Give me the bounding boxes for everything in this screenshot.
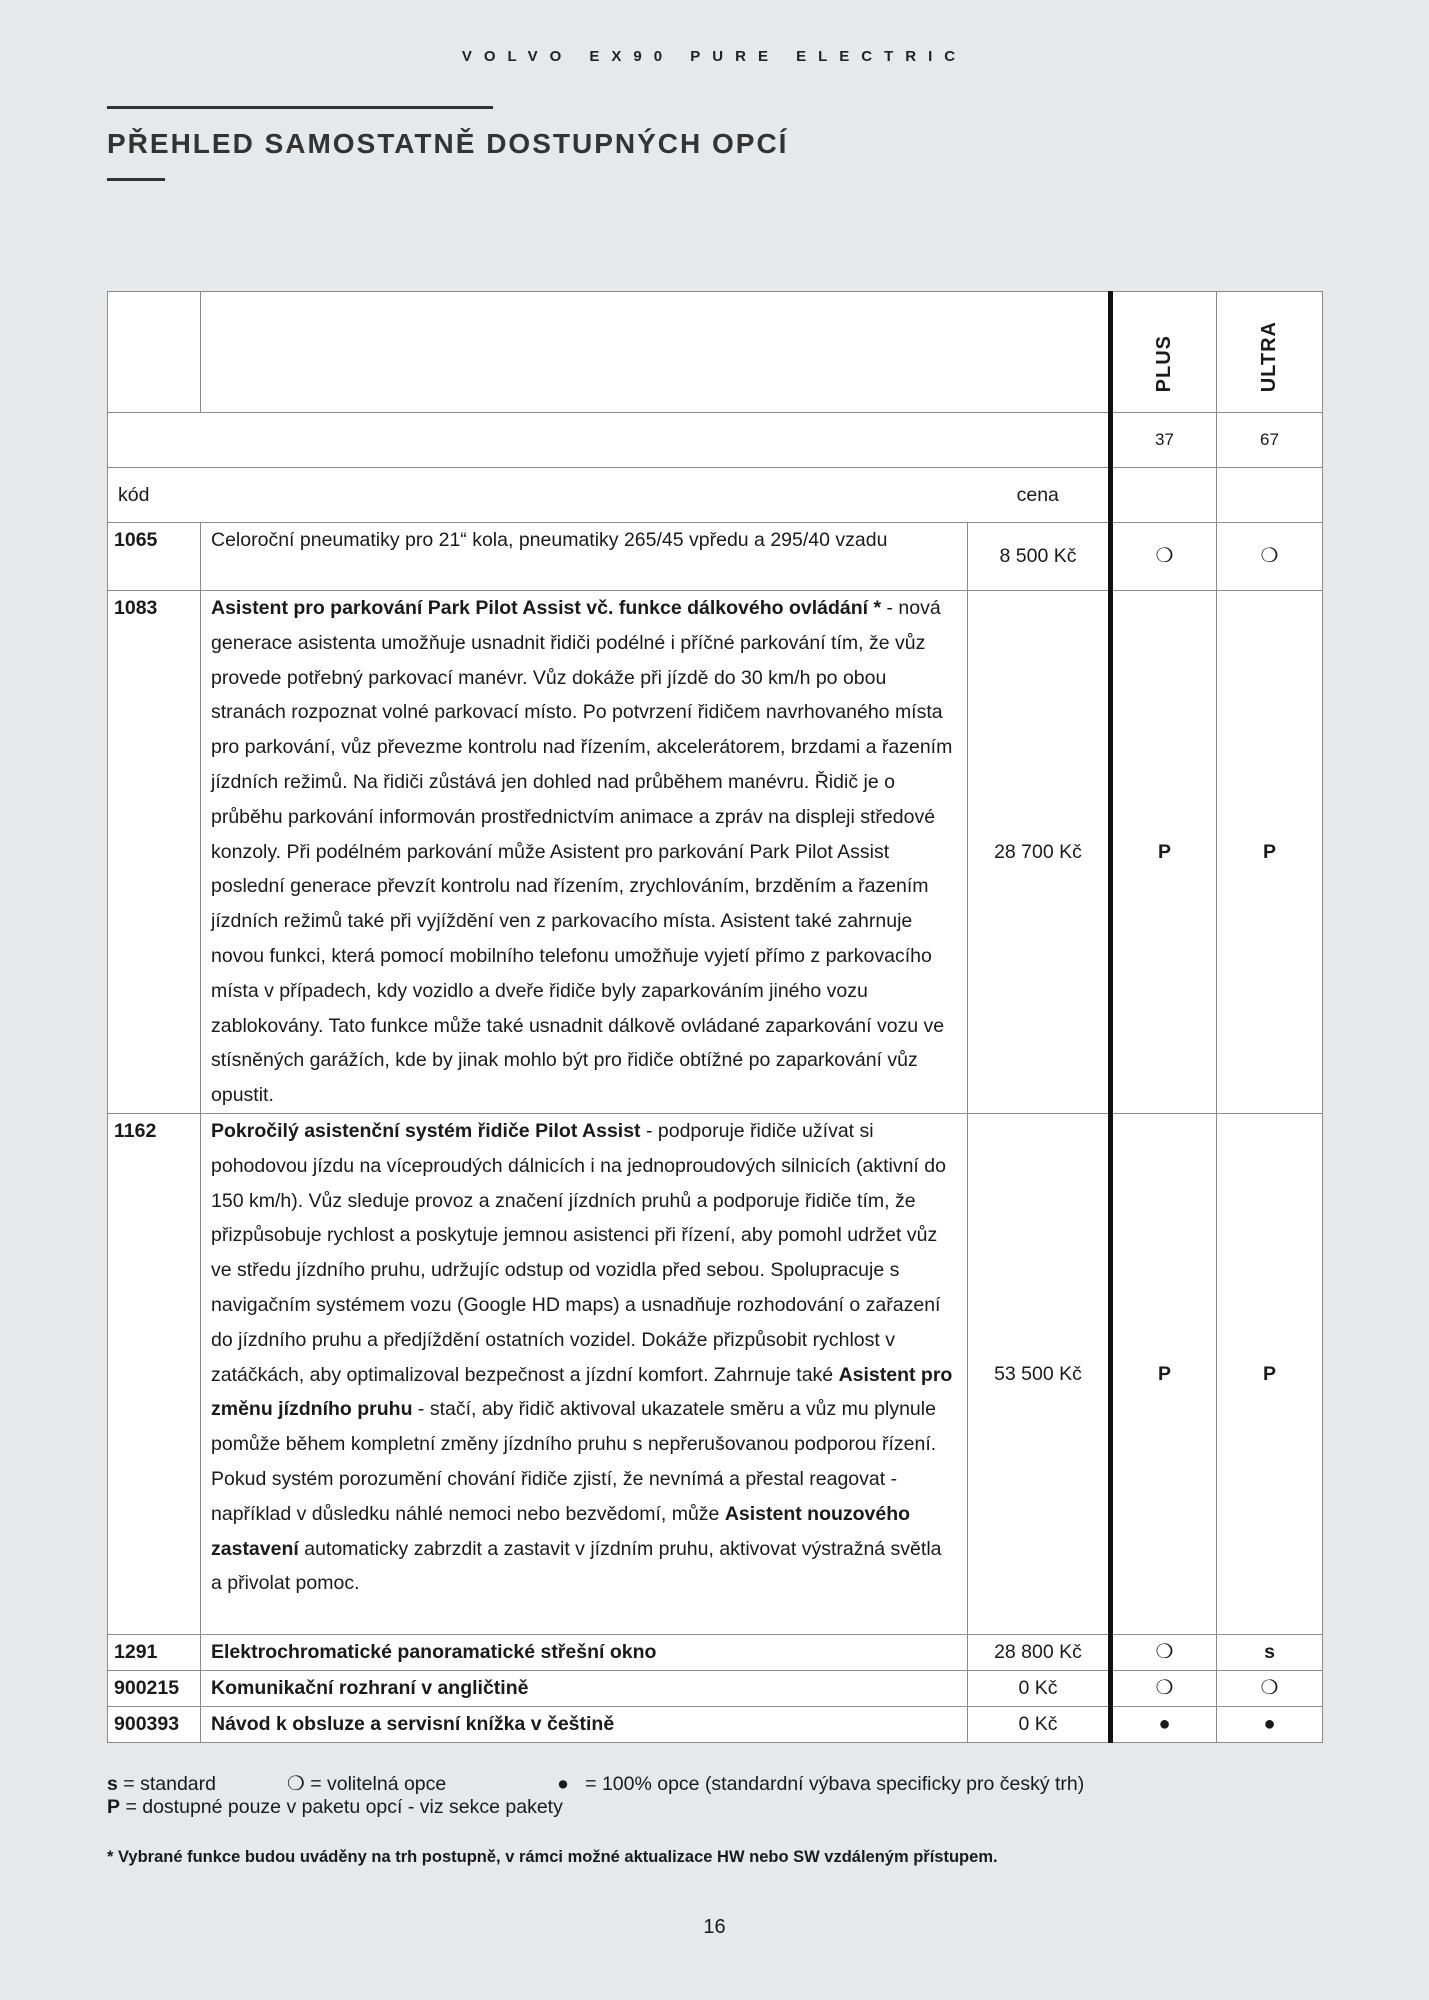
option-price: 28 800 Kč [968, 1635, 1111, 1671]
option-price: 28 700 Kč [968, 591, 1111, 1114]
availability-ultra: ❍ [1217, 523, 1323, 591]
description-segment: Komunikační rozhraní v angličtině [211, 1677, 529, 1699]
divider [107, 106, 493, 109]
availability-ultra: ❍ [1217, 1671, 1323, 1707]
option-code: 900393 [108, 1706, 201, 1742]
page-number: 16 [703, 1916, 726, 1938]
availability-plus: ● [1111, 1706, 1217, 1742]
col-code-header: kód [108, 468, 968, 523]
option-description [201, 1114, 968, 1635]
description-segment: Asistent pro změnu jízdního pruhu [211, 1363, 953, 1421]
availability-ultra: P [1217, 1114, 1323, 1635]
trim-code-ultra: 67 [1217, 413, 1323, 468]
trim-header-plus: PLUS [1111, 292, 1217, 413]
availability-plus: P [1111, 591, 1217, 1114]
header-blank [1111, 468, 1217, 523]
description-segment: Návod k obsluze a servisní knížka v češtině [211, 1712, 615, 1735]
description-segment: Celoroční pneumatiky pro 21“ kola, pneumatiky 265/45 vpředu a 295/40 vzadu [211, 529, 888, 551]
description-segment: - podporuje řidiče užívat si pohodovou jízdu na víceproudých dálnicích i na jednoproudových silnicích (aktivní do 150 km/h). Vůz sleduje provoz a značení jízdních pruhů a podporuje řidiče tím, že přizpůsobuje rychlost a poskytuje jemnou asistenci při řízení, aby pomohl udržet vůz ve středu jízdního pruhu, udržujíc odstup od vozidla před sebou. Spolupracuje s navigačním systémem vozu (Google HD maps) a usnadňuje rozhodování o zařazení do jízdního pruhu a předjíždění ostatních vozidel. Dokáže přizpůsobit rychlost v zatáčkách, aby optimalizoval bezpečnost a jízdní komfort. Zahrnuje také [211, 1120, 946, 1386]
availability-plus: P [1111, 1114, 1217, 1635]
table-row [108, 1635, 1323, 1671]
options-table [107, 291, 1323, 1743]
footnote: * Vybrané funkce budou uváděny na trh postupně, v rámci možné aktualizace HW nebo SW vzdáleným přístupem. [107, 1848, 998, 1866]
description-segment: - stačí, aby řidič aktivoval ukazatele směru a vůz mu plynule pomůže během kompletní změny jízdního pruhu s nepřerušovanou podporou řízení. Pokud systém porozumění chování řidiče zjistí, že nevnímá a přestal reagovat - například v důsledku náhlé nemoci nebo bezvědomí, může [211, 1398, 937, 1525]
table-row [108, 1114, 1323, 1635]
description-segment: automaticky zabrzdit a zastavit v jízdním pruhu, aktivovat výstražná světla a přivolat pomoc. [211, 1537, 942, 1595]
availability-plus: ❍ [1111, 1635, 1217, 1671]
description-segment: Asistent pro parkování Park Pilot Assist vč. funkce dálkového ovládání * [211, 597, 882, 619]
option-code: 1162 [108, 1114, 201, 1635]
option-price: 8 500 Kč [968, 523, 1111, 591]
header-blank [201, 292, 1111, 413]
option-description [201, 523, 968, 591]
option-description [201, 1635, 968, 1671]
availability-ultra: ● [1217, 1706, 1323, 1742]
option-description [201, 591, 968, 1114]
availability-plus: ❍ [1111, 523, 1217, 591]
option-description [201, 1671, 968, 1707]
table-row [108, 1671, 1323, 1707]
header-blank [108, 292, 201, 413]
trim-code-plus: 37 [1111, 413, 1217, 468]
description-segment: - nová generace asistenta umožňuje usnadnit řidiči podélné i příčné parkování tím, že vůz provede potřebný parkovací manévr. Vůz dokáže při jízdě do 30 km/h po obou stranách rozpoznat volné parkovací místo. Po potvrzení řidičem navrhovaného místa pro parkování, vůz převezme kontrolu nad řízením, akcelerátorem, brzdami a řazením jízdních režimů. Na řidiči zůstává jen dohled nad průběhem manévru. Řidič je o průběhu parkování informován prostřednictvím animace a zpráv na displeji středové konzoly. Při podélném parkování může Asistent pro parkování Park Pilot Assist poslední generace převzít kontrolu nad řízením, zrychlováním, brzděním a řazením jízdních režimů také při vyjíždění ven z parkovacího místa. Asistent také zahrnuje novou funkci, která pomocí mobilního telefonu umožňuje vyjetí přímo z parkovacího místa v případech, kdy vozidlo a dveře řidiče byly zaparkováním jiného vozu zablokovány. Tato funkce může také usnadnit dálkově ovládané zaparkování vozu ve stísněných garážích, kde by jinak mohlo být pro řidiče obtížné po zaparkování vůz opustit. [211, 597, 953, 1107]
availability-ultra: P [1217, 591, 1323, 1114]
description-segment: Pokročilý asistenční systém řidiče Pilot Assist [211, 1120, 641, 1142]
col-price-header: cena [968, 468, 1111, 523]
option-code: 1083 [108, 591, 201, 1114]
header-blank [1217, 468, 1323, 523]
page-title: PŘEHLED SAMOSTATNĚ DOSTUPNÝCH OPCÍ [107, 128, 789, 159]
legend-line-1: s = standard ❍ = volitelná opce ● = 100% opce (standardní výbava specificky pro český trh) [107, 1773, 1085, 1795]
table-row [108, 591, 1323, 1114]
option-price: 53 500 Kč [968, 1114, 1111, 1635]
legend-line-2: P = dostupné pouze v paketu opcí - viz sekce pakety [107, 1796, 563, 1818]
brand-header: VOLVO EX90 PURE ELECTRIC [461, 48, 968, 65]
availability-plus: ❍ [1111, 1671, 1217, 1707]
option-code: 900215 [108, 1671, 201, 1707]
option-price: 0 Kč [968, 1671, 1111, 1707]
table-row [108, 523, 1323, 591]
trim-header-ultra: ULTRA [1217, 292, 1323, 413]
option-description [201, 1706, 968, 1742]
description-segment: Elektrochromatické panoramatické střešní okno [211, 1641, 657, 1664]
option-code: 1065 [108, 523, 201, 591]
header-blank [108, 413, 1111, 468]
option-code: 1291 [108, 1635, 201, 1671]
availability-ultra: s [1217, 1635, 1323, 1671]
divider [107, 178, 165, 181]
description-segment: Asistent nouzového zastavení [211, 1502, 911, 1560]
option-price: 0 Kč [968, 1706, 1111, 1742]
table-row [108, 1706, 1323, 1742]
